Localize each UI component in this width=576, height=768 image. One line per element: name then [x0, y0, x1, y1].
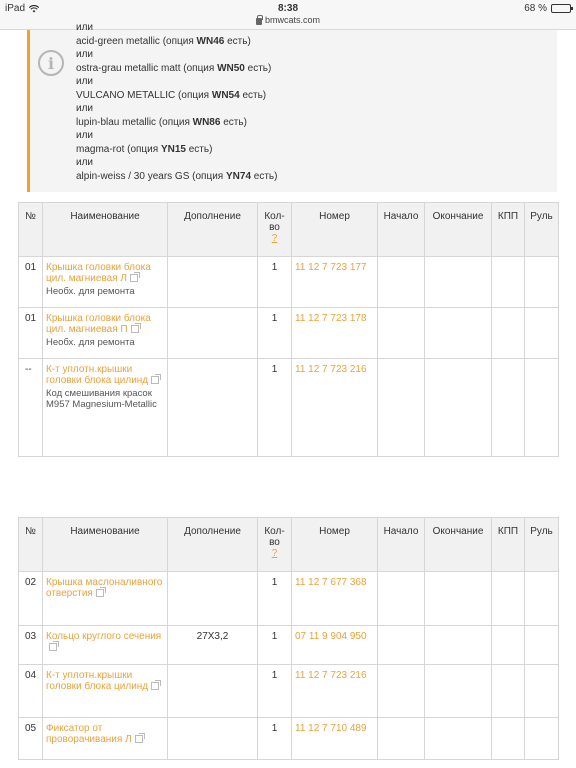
part-number-link[interactable]: 11 12 7 723 216 [295, 670, 367, 681]
col-qty: Кол- во ? [258, 203, 292, 257]
cell-start [378, 359, 425, 457]
col-steering: Руль [525, 518, 559, 572]
part-name-link[interactable]: Крышка маслоналивного отверстия [46, 577, 163, 599]
info-line: или [76, 76, 94, 87]
cell-extra [168, 308, 258, 359]
info-icon: i [38, 50, 64, 76]
cell-steering [525, 665, 559, 718]
cell-steering [525, 257, 559, 308]
info-line: или [76, 103, 94, 114]
cell-gearbox [492, 572, 525, 626]
cell-number [292, 665, 378, 718]
cell-name [43, 257, 168, 308]
col-qty: Кол- во ? [258, 518, 292, 572]
part-number-link[interactable]: 07 11 9 904 950 [295, 631, 367, 642]
info-line-suffix: есть) [185, 143, 213, 155]
info-line: или [76, 130, 94, 141]
cell-steering [525, 718, 559, 760]
info-line-prefix: ostra-grau metallic matt (опция [76, 62, 218, 74]
cell-no: 02 [19, 572, 43, 626]
cell-steering [525, 359, 559, 457]
table-row [19, 626, 559, 665]
cell-extra [168, 359, 258, 457]
cell-name [43, 626, 168, 665]
col-name: Наименование [43, 518, 168, 572]
info-line-suffix: есть) [220, 116, 247, 128]
cell-extra: 27X3,2 [168, 626, 258, 665]
cell-gearbox [492, 626, 525, 665]
cell-no: 05 [19, 718, 43, 760]
parts-table-1 [18, 202, 559, 457]
part-number-link[interactable]: 11 12 7 723 177 [295, 262, 367, 273]
cell-qty: 1 [258, 359, 292, 457]
info-line-suffix: есть) [251, 170, 278, 182]
info-line-prefix: alpin-weiss / 30 years GS (опция [76, 170, 226, 182]
cell-start [378, 718, 425, 760]
option-code: WN50 [217, 62, 245, 74]
table-row [19, 665, 559, 718]
part-name-link[interactable]: Крышка головки блока цил. магниевая Л [46, 262, 151, 284]
cell-name [43, 359, 168, 457]
cell-qty: 1 [258, 572, 292, 626]
option-code: YN74 [225, 170, 251, 182]
clock: 8:38 [277, 3, 298, 14]
info-line-suffix: есть) [244, 62, 272, 74]
part-name-link[interactable]: К-т уплотн.крышки головки блока цилинд [46, 670, 149, 692]
table-row [19, 572, 559, 626]
col-no: № [19, 518, 43, 572]
info-line: или [76, 49, 94, 60]
battery-percent: 68 % [524, 3, 547, 14]
cell-gearbox [492, 257, 525, 308]
col-gearbox: КПП [492, 203, 525, 257]
cell-name [43, 665, 168, 718]
col-no: № [19, 203, 43, 257]
device-label: iPad [5, 3, 26, 14]
cell-qty: 1 [258, 718, 292, 760]
cell-start [378, 257, 425, 308]
cell-end [425, 257, 492, 308]
cell-no: 03 [19, 626, 43, 665]
cell-qty: 1 [258, 665, 292, 718]
qty-help-link[interactable]: ? [271, 548, 278, 559]
cell-end [425, 665, 492, 718]
cell-no: 01 [19, 308, 43, 359]
cell-start [378, 308, 425, 359]
cell-gearbox [492, 665, 525, 718]
table-row [19, 718, 559, 760]
url-text: bmwcats.com [264, 15, 320, 25]
cell-steering [525, 626, 559, 665]
info-line-prefix: magma-rot (опция [76, 143, 161, 155]
cell-qty: 1 [258, 626, 292, 665]
parts-table-2 [18, 517, 559, 760]
option-code: YN15 [160, 143, 186, 155]
option-code: WN46 [196, 35, 225, 47]
part-number-link[interactable]: 11 12 7 723 216 [295, 364, 367, 375]
external-link-icon[interactable] [151, 682, 159, 690]
external-link-icon[interactable] [130, 274, 138, 282]
qty-help-link[interactable]: ? [271, 233, 278, 244]
cell-gearbox [492, 359, 525, 457]
col-name: Наименование [43, 203, 168, 257]
part-number-link[interactable]: 11 12 7 710 489 [295, 723, 367, 734]
table-body-2 [19, 572, 559, 760]
cell-end [425, 626, 492, 665]
cell-extra [168, 718, 258, 760]
info-line-suffix: есть) [239, 89, 267, 101]
external-link-icon[interactable] [151, 376, 159, 384]
cell-no: 01 [19, 257, 43, 308]
cell-extra [168, 257, 258, 308]
info-notice [27, 22, 557, 192]
info-line: или [76, 22, 94, 33]
table-header-row [19, 518, 559, 572]
cell-name [43, 308, 168, 359]
info-line [76, 35, 277, 49]
part-note: Код смешивания красок M957 Magnesium-Metallic [46, 388, 157, 410]
cell-gearbox [492, 718, 525, 760]
cell-end [425, 572, 492, 626]
col-end: Окончание [425, 203, 492, 257]
cell-start [378, 572, 425, 626]
cell-number [292, 308, 378, 359]
cell-number [292, 572, 378, 626]
cell-end [425, 308, 492, 359]
part-note: Необх. для ремонта [46, 337, 135, 348]
part-note: Необх. для ремонта [46, 286, 135, 297]
part-name-link[interactable]: Фиксатор от проворачивания Л [46, 723, 132, 745]
cell-number [292, 718, 378, 760]
cell-qty: 1 [258, 308, 292, 359]
external-link-icon[interactable] [96, 589, 104, 597]
col-start: Начало [378, 203, 425, 257]
info-line: или [76, 157, 94, 168]
col-end: Окончание [425, 518, 492, 572]
info-line [76, 62, 277, 76]
col-gearbox: КПП [492, 518, 525, 572]
cell-name [43, 718, 168, 760]
battery-icon [551, 4, 571, 13]
part-name-link[interactable]: К-т уплотн.крышки головки блока цилинд [46, 364, 149, 386]
option-code: WN86 [192, 116, 221, 128]
info-line [76, 89, 277, 103]
part-number-link[interactable]: 11 12 7 723 178 [295, 313, 367, 324]
cell-steering [525, 572, 559, 626]
info-line [76, 116, 277, 130]
part-name-link[interactable]: Кольцо круглого сечения [46, 631, 162, 642]
cell-name [43, 572, 168, 626]
info-line [76, 143, 277, 157]
info-line [76, 170, 277, 184]
table-row [19, 257, 559, 308]
cell-no: -- [19, 359, 43, 457]
cell-number [292, 257, 378, 308]
cell-end [425, 359, 492, 457]
external-link-icon[interactable] [131, 325, 139, 333]
col-steering: Руль [525, 203, 559, 257]
info-line-prefix: acid-green metallic (опция [76, 35, 197, 47]
cell-start [378, 626, 425, 665]
info-line-prefix: lupin-blau metallic (опция [76, 116, 193, 128]
cell-extra [168, 665, 258, 718]
external-link-icon[interactable] [49, 643, 57, 651]
cell-gearbox [492, 308, 525, 359]
table-header-row [19, 203, 559, 257]
col-extra: Дополнение [168, 518, 258, 572]
table-body-1 [19, 257, 559, 457]
table-row [19, 359, 559, 457]
cell-steering [525, 308, 559, 359]
col-extra: Дополнение [168, 203, 258, 257]
col-number: Номер [292, 203, 378, 257]
cell-no: 04 [19, 665, 43, 718]
part-number-link[interactable]: 11 12 7 677 368 [295, 577, 367, 588]
part-name-link[interactable]: Крышка головки блока цил. магниевая П [46, 313, 151, 335]
cell-end [425, 718, 492, 760]
cell-qty: 1 [258, 257, 292, 308]
col-start: Начало [378, 518, 425, 572]
table-row [19, 308, 559, 359]
col-number: Номер [292, 518, 378, 572]
info-line-suffix: есть) [224, 35, 251, 47]
cell-number [292, 626, 378, 665]
info-lines [76, 21, 277, 183]
external-link-icon[interactable] [135, 735, 143, 743]
cell-extra [168, 572, 258, 626]
info-line-prefix: VULCANO METALLIC (опция [76, 89, 212, 101]
cell-start [378, 665, 425, 718]
option-code: WN54 [211, 89, 240, 101]
cell-number [292, 359, 378, 457]
